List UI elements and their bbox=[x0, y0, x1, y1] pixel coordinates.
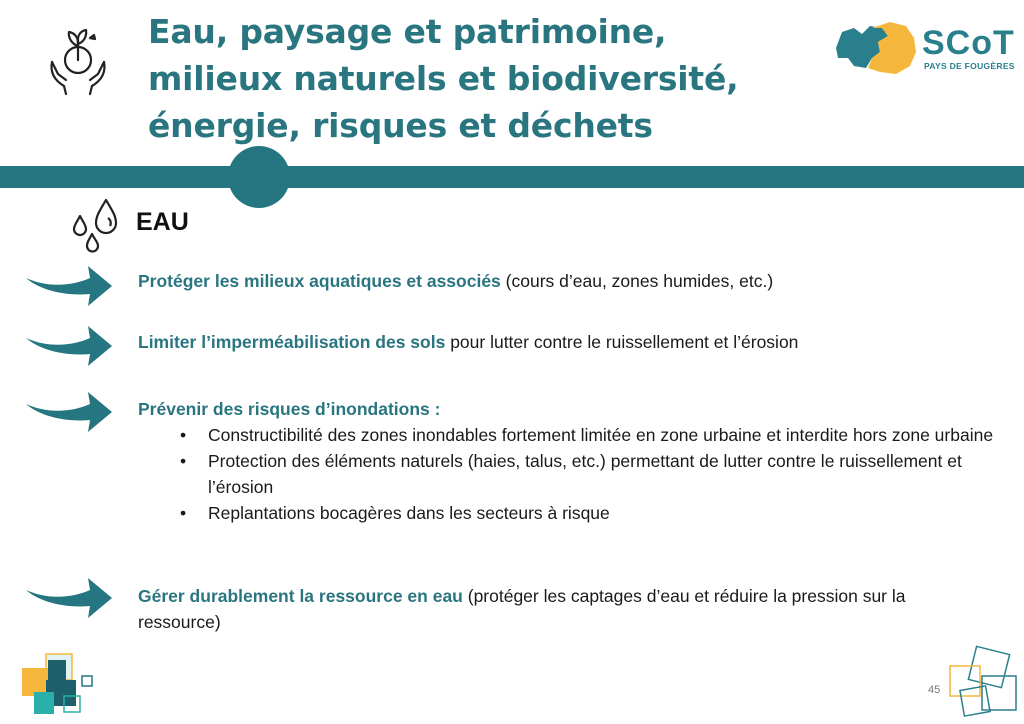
page-title: Eau, paysage et patrimoine, milieux naturels et biodiversité, énergie, risques et déchets bbox=[148, 12, 739, 145]
bullet-item: • Constructibilité des zones inondables fortement limitée en zone urbaine et interdite hors zone urbaine bbox=[138, 422, 1008, 448]
item-text: (cours d’eau, zones humides, etc.) bbox=[500, 271, 774, 291]
header-band bbox=[0, 166, 1024, 188]
list-item bbox=[138, 329, 1008, 355]
header-band-circle bbox=[228, 146, 290, 208]
item-text: (protéger les captages d’eau et réduire la pression sur la ressource) bbox=[138, 586, 906, 632]
water-drops-icon bbox=[70, 196, 128, 254]
item-highlight: Protéger les milieux aquatiques et associés bbox=[138, 271, 501, 291]
item-highlight: Gérer durablement la ressource en eau bbox=[138, 586, 463, 606]
logo-subtitle: PAYS DE FOUGÈRES bbox=[924, 61, 1015, 71]
arrow-icon bbox=[26, 574, 112, 620]
hands-plant-icon bbox=[44, 24, 112, 96]
item-highlight: Limiter l’imperméabilisation des sols bbox=[138, 332, 446, 352]
scot-logo-map-icon bbox=[832, 18, 922, 78]
list-item bbox=[138, 268, 1008, 294]
bullet-item: • Protection des éléments naturels (haies, talus, etc.) permettant de lutter contre le ruissellement et l’érosion bbox=[138, 448, 1008, 500]
decorative-squares-right bbox=[946, 644, 1022, 720]
bullet-item: • Replantations bocagères dans les secteurs à risque bbox=[138, 500, 1008, 526]
decorative-squares-left bbox=[20, 652, 100, 718]
section-title: EAU bbox=[136, 208, 189, 236]
list-item bbox=[138, 583, 938, 635]
arrow-icon bbox=[26, 262, 112, 308]
item-text: pour lutter contre le ruissellement et l’érosion bbox=[445, 332, 799, 352]
arrow-icon bbox=[26, 322, 112, 368]
list-item bbox=[138, 396, 1008, 526]
logo-text: SCoT bbox=[922, 24, 1015, 62]
arrow-icon bbox=[26, 388, 112, 434]
bullet-list bbox=[138, 422, 1008, 526]
item-highlight: Prévenir des risques d’inondations : bbox=[138, 399, 441, 419]
page-number: 45 bbox=[928, 684, 941, 696]
